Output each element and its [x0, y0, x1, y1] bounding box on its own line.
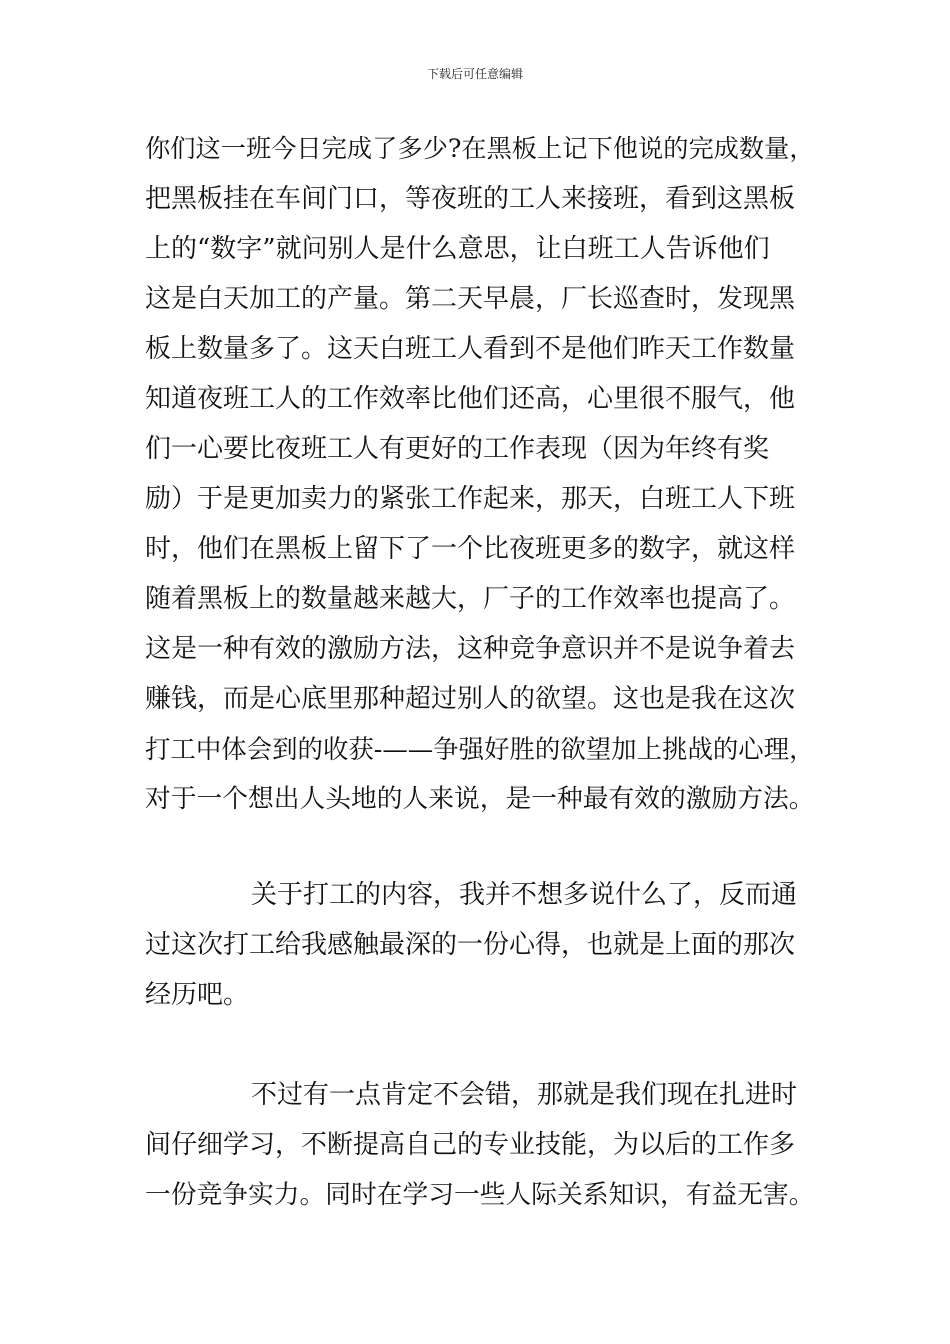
text-line: 一份竞争实力。同时在学习一些人际关系知识，有益无害。 — [145, 1180, 815, 1210]
text-line: 间仔细学习，不断提高自己的专业技能，为以后的工作多 — [145, 1130, 796, 1160]
text-line: 知道夜班工人的工作效率比他们还高，心里很不服气，他 — [145, 384, 796, 414]
text-line: 随着黑板上的数量越来越大，厂子的工作效率也提高了。 — [145, 584, 796, 614]
paragraph-3 — [145, 1070, 815, 1220]
text-line: 打工中体会到的收获-——争强好胜的欲望加上挑战的心理， — [145, 734, 815, 764]
text-line: 们一心要比夜班工人有更好的工作表现（因为年终有奖 — [145, 434, 770, 464]
text-line-indented: 不过有一点肯定不会错，那就是我们现在扎进时 — [251, 1080, 798, 1110]
page-header: 下载后可任意编辑 — [426, 67, 523, 81]
text-line: 你们这一班今日完成了多少?在黑板上记下他说的完成数量， — [145, 134, 815, 163]
text-line: 对于一个想出人头地的人来说，是一种最有效的激励方法。 — [145, 784, 815, 814]
text-line: 把黑板挂在车间门口，等夜班的工人来接班，看到这黑板 — [145, 184, 796, 214]
text-line: 经历吧。 — [145, 980, 250, 1010]
text-line: 上的“数字”就问别人是什么意思，让白班工人告诉他们 — [145, 234, 770, 264]
text-line: 励）于是更加卖力的紧张工作起来，那天，白班工人下班 — [145, 484, 796, 514]
text-line: 板上数量多了。这天白班工人看到不是他们昨天工作数量 — [145, 334, 796, 364]
paragraph-2 — [145, 870, 815, 1020]
text-line: 时，他们在黑板上留下了一个比夜班更多的数字，就这样 — [145, 534, 796, 564]
text-line: 这是一种有效的激励方法，这种竞争意识并不是说争着去 — [145, 634, 796, 664]
paragraph-1 — [145, 124, 815, 824]
text-line: 赚钱，而是心底里那种超过别人的欲望。这也是我在这次 — [145, 684, 796, 714]
text-line: 过这次打工给我感触最深的一份心得，也就是上面的那次 — [145, 930, 796, 960]
text-line-indented: 关于打工的内容，我并不想多说什么了，反而通 — [251, 880, 798, 910]
text-line: 这是白天加工的产量。第二天早晨，厂长巡查时，发现黑 — [145, 284, 796, 314]
